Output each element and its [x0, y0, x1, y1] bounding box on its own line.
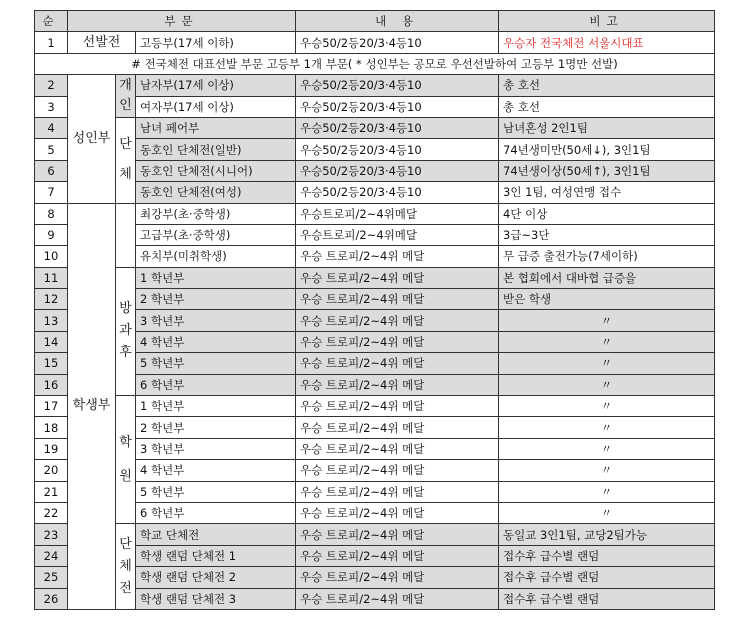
row-number: 25: [35, 567, 68, 588]
remark-note: 〃: [499, 438, 715, 459]
selection-group-label: 선발전: [68, 32, 136, 53]
table-row: [35, 331, 715, 352]
row-number: 7: [35, 182, 68, 203]
student-top-spacer: [116, 203, 136, 267]
row-number: 16: [35, 374, 68, 395]
prize-content: 우승50/2등20/3·4등10: [296, 160, 499, 181]
table-row: [35, 545, 715, 566]
prize-content: 우승트로피/2~4위메달: [296, 203, 499, 224]
row-number: 1: [35, 32, 68, 53]
remark-note: 받은 학생: [499, 289, 715, 310]
table-row: [35, 160, 715, 181]
table-row: [35, 417, 715, 438]
row-number: 24: [35, 545, 68, 566]
division-name: 4 학년부: [136, 460, 296, 481]
division-name: 2 학년부: [136, 289, 296, 310]
row-number: 15: [35, 353, 68, 374]
remark-note: 4단 이상: [499, 203, 715, 224]
table-row: [35, 310, 715, 331]
division-name: 5 학년부: [136, 353, 296, 374]
prize-content: 우승 트로피/2~4위 메달: [296, 289, 499, 310]
table-row: [35, 96, 715, 117]
division-name: 3 학년부: [136, 310, 296, 331]
division-name: 6 학년부: [136, 502, 296, 523]
remark-note: 우승자 전국체전 서울시대표: [499, 32, 715, 53]
division-name: 5 학년부: [136, 481, 296, 502]
remark-note: 남녀혼성 2인1팀: [499, 117, 715, 138]
division-name: 1 학년부: [136, 396, 296, 417]
remark-note: 〃: [499, 460, 715, 481]
prize-content: 우승 트로피/2~4위 메달: [296, 588, 499, 609]
remark-note: 〃: [499, 417, 715, 438]
remark-note: 〃: [499, 353, 715, 374]
row-number: 26: [35, 588, 68, 609]
table-row: [35, 524, 715, 545]
prize-content: 우승 트로피/2~4위 메달: [296, 502, 499, 523]
individual-label: 개인: [116, 75, 136, 118]
prize-content: 우승트로피/2~4위메달: [296, 224, 499, 245]
table-row: [35, 567, 715, 588]
table-row: [35, 481, 715, 502]
team-label: 단체: [116, 117, 136, 203]
table-row: [35, 460, 715, 481]
row-number: 12: [35, 289, 68, 310]
competition-table: [34, 10, 715, 610]
remark-note: 총 호선: [499, 75, 715, 96]
remark-note: 무 급증 출전가능(7세이하): [499, 246, 715, 267]
prize-content: 우승 트로피/2~4위 메달: [296, 460, 499, 481]
division-name: 고급부(초·중학생): [136, 224, 296, 245]
row-number: 4: [35, 117, 68, 138]
division-name: 6 학년부: [136, 374, 296, 395]
afterschool-label: 방과후: [116, 267, 136, 395]
remark-note: 〃: [499, 502, 715, 523]
table-row: [35, 32, 715, 53]
remark-note: 〃: [499, 374, 715, 395]
competition-table-container: [34, 10, 715, 610]
row-number: 10: [35, 246, 68, 267]
row-number: 9: [35, 224, 68, 245]
division-name: 유치부(미취학생): [136, 246, 296, 267]
header-order: 순: [35, 11, 68, 32]
prize-content: 우승 트로피/2~4위 메달: [296, 353, 499, 374]
table-row: [35, 75, 715, 96]
prize-content: 우승 트로피/2~4위 메달: [296, 267, 499, 288]
division-name: 학생 랜덤 단체전 3: [136, 588, 296, 609]
division-name: 학생 랜덤 단체전 1: [136, 545, 296, 566]
table-row: [35, 117, 715, 138]
prize-content: 우승 트로피/2~4위 메달: [296, 438, 499, 459]
row-number: 23: [35, 524, 68, 545]
table-row: [35, 502, 715, 523]
prize-content: 우승50/2등20/3·4등10: [296, 139, 499, 160]
prize-content: 우승 트로피/2~4위 메달: [296, 417, 499, 438]
prize-content: 우승50/2등20/3·4등10: [296, 117, 499, 138]
table-row: [35, 139, 715, 160]
division-name: 동호인 단체전(시니어): [136, 160, 296, 181]
division-name: 여자부(17세 이상): [136, 96, 296, 117]
remark-note: 74년생이상(50세↑), 3인1팀: [499, 160, 715, 181]
remark-note: 본 협회에서 대바협 급증을: [499, 267, 715, 288]
table-row: [35, 588, 715, 609]
table-row: [35, 203, 715, 224]
remark-note: 접수후 급수별 랜덤: [499, 567, 715, 588]
row-number: 11: [35, 267, 68, 288]
table-header-row: [35, 11, 715, 32]
table-row: [35, 246, 715, 267]
notice-text: # 전국체전 대표선발 부문 고등부 1개 부문( * 성인부는 공모로 우선선발하여 고등부 1명만 선발): [35, 53, 715, 74]
remark-note: 〃: [499, 481, 715, 502]
table-row: [35, 374, 715, 395]
remark-note: 〃: [499, 310, 715, 331]
remark-note: 74년생미만(50세↓), 3인1팀: [499, 139, 715, 160]
prize-content: 우승 트로피/2~4위 메달: [296, 567, 499, 588]
student-team-label: 단체전: [116, 524, 136, 610]
row-number: 18: [35, 417, 68, 438]
remark-note: 3급~3단: [499, 224, 715, 245]
division-name: 1 학년부: [136, 267, 296, 288]
row-number: 6: [35, 160, 68, 181]
header-content: 내 용: [296, 11, 499, 32]
prize-content: 우승 트로피/2~4위 메달: [296, 374, 499, 395]
prize-content: 우승 트로피/2~4위 메달: [296, 545, 499, 566]
row-number: 5: [35, 139, 68, 160]
notice-row: [35, 53, 715, 74]
division-name: 동호인 단체전(여성): [136, 182, 296, 203]
prize-content: 우승50/2등20/3·4등10: [296, 182, 499, 203]
division-name: 3 학년부: [136, 438, 296, 459]
remark-note: 〃: [499, 396, 715, 417]
table-row: [35, 353, 715, 374]
prize-content: 우승50/2등20/3·4등10: [296, 75, 499, 96]
remark-note: 〃: [499, 331, 715, 352]
prize-content: 우승 트로피/2~4위 메달: [296, 396, 499, 417]
remark-note: 접수후 급수별 랜덤: [499, 545, 715, 566]
prize-content: 우승50/2등20/3·4등10: [296, 96, 499, 117]
student-group-label: 학생부: [68, 203, 116, 609]
adult-group-label: 성인부: [68, 75, 116, 203]
header-remarks: 비고: [499, 11, 715, 32]
prize-content: 우승 트로피/2~4위 메달: [296, 524, 499, 545]
division-name: 4 학년부: [136, 331, 296, 352]
row-number: 20: [35, 460, 68, 481]
row-number: 2: [35, 75, 68, 96]
division-name: 고등부(17세 이하): [136, 32, 296, 53]
prize-content: 우승 트로피/2~4위 메달: [296, 310, 499, 331]
header-category: 부문: [68, 11, 296, 32]
table-row: [35, 224, 715, 245]
remark-note: 접수후 급수별 랜덤: [499, 588, 715, 609]
prize-content: 우승50/2등20/3·4등10: [296, 32, 499, 53]
division-name: 동호인 단체전(일반): [136, 139, 296, 160]
division-name: 학교 단체전: [136, 524, 296, 545]
table-row: [35, 182, 715, 203]
table-row: [35, 267, 715, 288]
division-name: 남녀 페어부: [136, 117, 296, 138]
division-name: 학생 랜덤 단체전 2: [136, 567, 296, 588]
row-number: 13: [35, 310, 68, 331]
row-number: 14: [35, 331, 68, 352]
row-number: 19: [35, 438, 68, 459]
row-number: 22: [35, 502, 68, 523]
row-number: 17: [35, 396, 68, 417]
division-name: 2 학년부: [136, 417, 296, 438]
remark-note: 3인 1팀, 여성연맹 접수: [499, 182, 715, 203]
division-name: 남자부(17세 이상): [136, 75, 296, 96]
table-row: [35, 289, 715, 310]
remark-note: 동일교 3인1팀, 교당2팀가능: [499, 524, 715, 545]
prize-content: 우승 트로피/2~4위 메달: [296, 331, 499, 352]
prize-content: 우승 트로피/2~4위 메달: [296, 246, 499, 267]
table-row: [35, 396, 715, 417]
division-name: 최강부(초·중학생): [136, 203, 296, 224]
row-number: 21: [35, 481, 68, 502]
row-number: 8: [35, 203, 68, 224]
table-row: [35, 438, 715, 459]
prize-content: 우승 트로피/2~4위 메달: [296, 481, 499, 502]
remark-note: 총 호선: [499, 96, 715, 117]
row-number: 3: [35, 96, 68, 117]
academy-label: 학원: [116, 396, 136, 524]
